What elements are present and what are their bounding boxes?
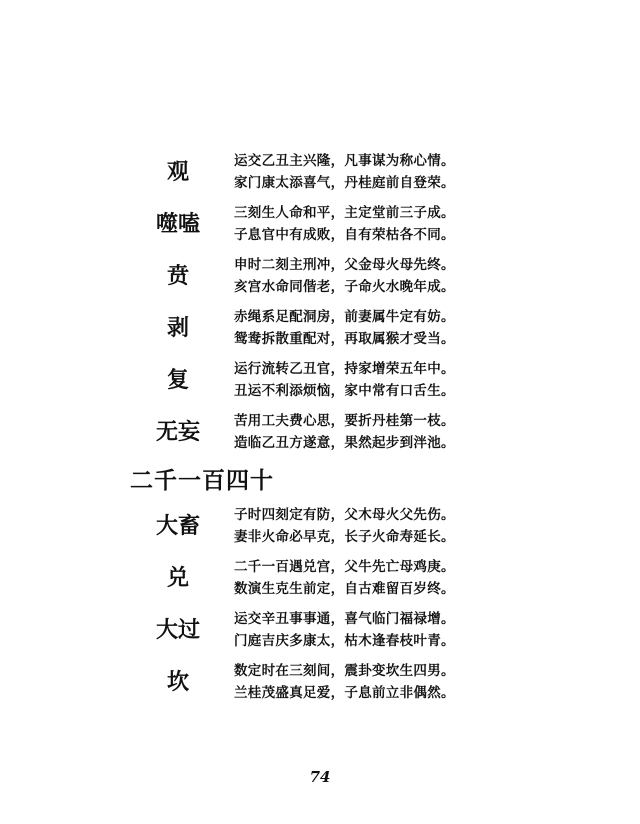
hexagram-name: 坎 <box>166 669 189 695</box>
entry-fu <box>0 356 640 404</box>
hexagram-name: 观 <box>166 159 189 185</box>
verse-line-1: 赤绳系足配洞房，前妻属牛定有妨。 <box>234 309 455 325</box>
verse <box>234 358 455 402</box>
verse <box>234 202 455 246</box>
verse-line-1: 运交乙丑主兴隆，凡事谋为称心情。 <box>234 153 455 169</box>
verse-line-2: 鸳鸯拆散重配对，再取属猴才受当。 <box>234 331 455 347</box>
verse-line-2: 造临乙丑方遂意，果然起步到泮池。 <box>234 435 455 451</box>
verse-line-2: 家门康太添喜气，丹桂庭前自登荣。 <box>234 175 455 191</box>
hexagram-name: 贲 <box>166 263 189 289</box>
section-heading: 二千一百四十 <box>130 467 274 494</box>
verse <box>234 504 455 548</box>
entry-shihe <box>0 200 640 248</box>
entry-bi <box>0 252 640 300</box>
verse <box>234 660 455 704</box>
hexagram-name: 无妄 <box>155 419 200 445</box>
hexagram-name: 大畜 <box>155 513 200 539</box>
verse-line-2: 子息官中有成败，自有荣枯各不同。 <box>234 227 455 243</box>
verse <box>234 410 455 454</box>
verse-line-1: 运行流转乙丑官，持家增荣五年中。 <box>234 361 455 377</box>
entry-wuwang <box>0 408 640 456</box>
verse <box>234 608 455 652</box>
verse-line-2: 兰桂茂盛真足爱，子息前立非偶然。 <box>234 685 455 701</box>
hexagram-name: 大过 <box>155 617 200 643</box>
verse-line-2: 妻非火命必早克，长子火命寿延长。 <box>234 529 455 545</box>
verse-line-1: 二千一百遇兑宫，父牛先亡母鸡庚。 <box>234 559 455 575</box>
entry-daguo <box>0 606 640 654</box>
verse-line-2: 门庭吉庆多康太，枯木逢春枝叶青。 <box>234 633 455 649</box>
hexagram-name: 复 <box>166 367 189 393</box>
page-number: 74 <box>309 768 331 786</box>
entry-bo <box>0 304 640 352</box>
hexagram-name: 兑 <box>166 565 189 591</box>
entry-daxu <box>0 502 640 550</box>
verse-line-1: 数定时在三刻间，震卦变坎生四男。 <box>234 663 455 679</box>
verse-line-1: 申时二刻主刑冲，父金母火母先终。 <box>234 257 455 273</box>
verse-line-1: 运交辛丑事事通，喜气临门福禄增。 <box>234 611 455 627</box>
verse <box>234 556 455 600</box>
verse-line-1: 三刻生人命和平，主定堂前三子成。 <box>234 205 455 221</box>
verse-line-2: 丑运不利添烦恼，家中常有口舌生。 <box>234 383 455 399</box>
verse-line-1: 苦用工夫费心思，要折丹桂第一枝。 <box>234 413 455 429</box>
verse <box>234 254 455 298</box>
hexagram-name: 剥 <box>166 315 189 341</box>
hexagram-name: 噬嗑 <box>155 211 200 237</box>
entry-dui <box>0 554 640 602</box>
verse <box>234 306 455 350</box>
entry-guan <box>0 148 640 196</box>
verse-line-2: 亥宫水命同偕老，子命火水晚年成。 <box>234 279 455 295</box>
verse-line-2: 数演生克生前定，自古难留百岁终。 <box>234 581 455 597</box>
verse <box>234 150 455 194</box>
verse-line-1: 子时四刻定有防，父木母火父先伤。 <box>234 507 455 523</box>
entry-kan <box>0 658 640 706</box>
